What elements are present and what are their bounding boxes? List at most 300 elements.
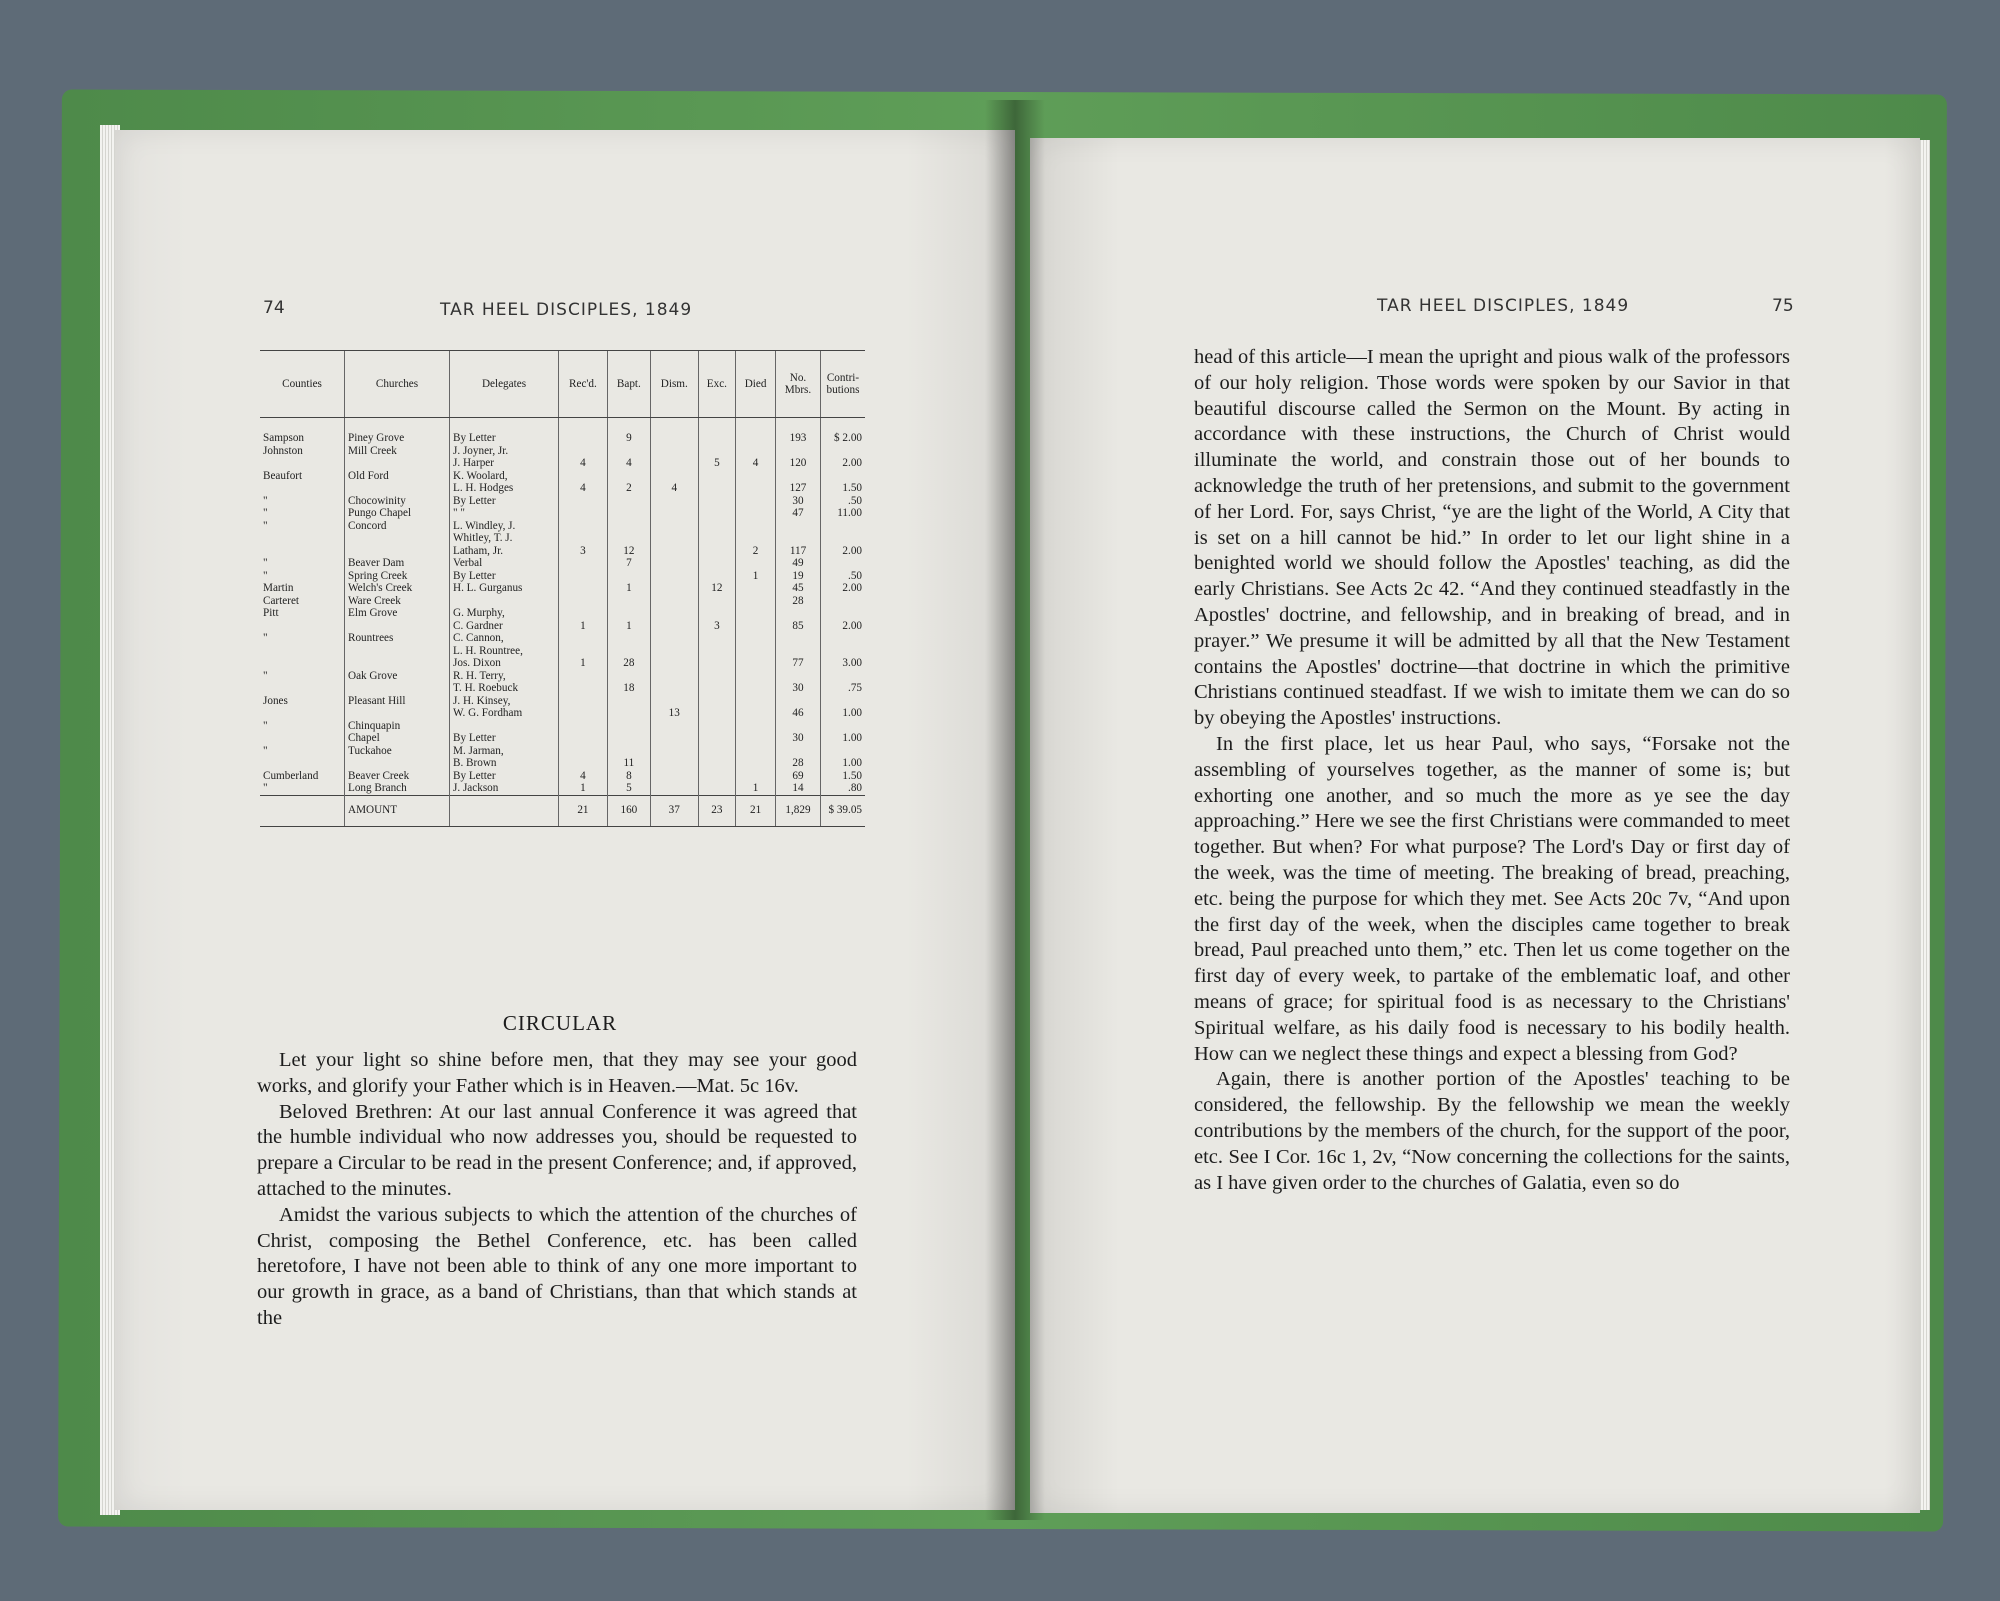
table-cell xyxy=(559,470,608,483)
table-cell xyxy=(698,545,736,558)
table-cell xyxy=(736,482,776,495)
table-cell: Beaver Dam xyxy=(345,557,450,570)
table-cell: 30 xyxy=(776,732,821,745)
table-cell xyxy=(821,532,866,545)
table-cell xyxy=(698,632,736,645)
table-cell xyxy=(698,695,736,708)
table-cell xyxy=(650,745,698,758)
table-cell xyxy=(776,445,821,458)
table-cell xyxy=(650,595,698,608)
table-cell: Martin xyxy=(263,582,294,594)
table-cell xyxy=(650,557,698,570)
table-cell xyxy=(650,582,698,595)
table-row xyxy=(260,532,865,545)
table-cell xyxy=(736,645,776,658)
table-cell: 12 xyxy=(607,545,650,558)
table-cell: 14 xyxy=(776,782,821,795)
table-cell: 3.00 xyxy=(821,657,866,670)
table-row xyxy=(260,445,865,458)
table-cell xyxy=(736,470,776,483)
table-cell xyxy=(650,607,698,620)
table-cell: 5 xyxy=(698,457,736,470)
right-running-head: TAR HEEL DISCIPLES, 1849 xyxy=(1377,296,1630,316)
table-cell xyxy=(736,770,776,783)
table-cell xyxy=(650,445,698,458)
right-page-number: 75 xyxy=(1772,296,1794,316)
table-cell xyxy=(821,632,866,645)
left-running-head: TAR HEEL DISCIPLES, 1849 xyxy=(440,300,693,320)
table-cell: 1.00 xyxy=(821,757,866,770)
table-cell xyxy=(698,418,736,445)
table-cell: J. Harper xyxy=(450,457,559,470)
table-cell: 2.00 xyxy=(821,457,866,470)
table-cell: 4 xyxy=(559,770,608,783)
table-cell: L. H. Rountree, xyxy=(450,645,559,658)
table-row xyxy=(260,770,865,783)
table-cell: Pungo Chapel xyxy=(345,507,450,520)
table-cell: Chapel xyxy=(345,732,450,745)
paragraph: Again, there is another portion of the Apostles' teaching to be considered, the fellowship. By the fellowship we mean the weekly contributions by the members of the church, for the support of the poor, etc. See I Cor. 16c 1, 2v, “Now concerning the collections for the saints, as I have given order to the churches of Galatia, even so do xyxy=(1194,1068,1790,1194)
table-cell xyxy=(559,507,608,520)
table-cell xyxy=(650,770,698,783)
table-cell: .80 xyxy=(821,782,866,795)
table-cell xyxy=(607,445,650,458)
table-cell: Pitt xyxy=(263,607,279,619)
table-cell xyxy=(776,645,821,658)
table-cell xyxy=(698,507,736,520)
table-cell: 30 xyxy=(776,495,821,508)
table-cell xyxy=(607,520,650,533)
table-cell xyxy=(607,707,650,720)
table-cell xyxy=(698,557,736,570)
table-cell: 28 xyxy=(776,757,821,770)
table-cell xyxy=(736,595,776,608)
left-page-number: 74 xyxy=(263,298,285,318)
table-cell xyxy=(559,720,608,733)
column-header: Dism. xyxy=(650,351,698,418)
table-cell: Elm Grove xyxy=(345,607,450,620)
table-cell: C. Gardner xyxy=(450,620,559,633)
table-row xyxy=(260,632,865,645)
table-cell: By Letter xyxy=(450,770,559,783)
table-cell xyxy=(698,757,736,770)
table-cell xyxy=(450,595,559,608)
table-cell: 23 xyxy=(698,795,736,826)
table-cell xyxy=(607,595,650,608)
table-cell xyxy=(607,532,650,545)
table-cell xyxy=(650,782,698,795)
table-cell: L. Windley, J. xyxy=(450,520,559,533)
table-row xyxy=(260,682,865,695)
table-row xyxy=(260,607,865,620)
table-cell: Spring Creek xyxy=(345,570,450,583)
table-cell xyxy=(776,745,821,758)
table-cell xyxy=(698,482,736,495)
table-cell: $ 2.00 xyxy=(821,418,866,445)
table-cell xyxy=(821,745,866,758)
table-cell: 1 xyxy=(607,582,650,595)
table-cell: Carteret xyxy=(263,594,300,607)
table-cell xyxy=(821,470,866,483)
table-cell: " xyxy=(263,782,268,794)
table-cell xyxy=(736,745,776,758)
table-cell: J. Joyner, Jr. xyxy=(450,445,559,458)
table-cell xyxy=(345,532,450,545)
table-cell xyxy=(345,757,450,770)
table-cell: B. Brown xyxy=(450,757,559,770)
table-cell: AMOUNT xyxy=(345,795,450,826)
table-cell: 4 xyxy=(559,482,608,495)
table-cell: 2.00 xyxy=(821,620,866,633)
table-cell: By Letter xyxy=(450,495,559,508)
table-cell: L. H. Hodges xyxy=(450,482,559,495)
table-row xyxy=(260,482,865,495)
table-cell xyxy=(607,470,650,483)
table-cell xyxy=(821,557,866,570)
table-cell xyxy=(650,757,698,770)
table-cell xyxy=(821,720,866,733)
paragraph: head of this article—I mean the upright and pious walk of the professors of our holy religion. Those words were spoken by our Savior in that beautiful discourse called the Sermon on the Mount. By acting in accordance with these instructions, the Church of Christ would illuminate the world, and constrain those out of her bounds to acknowledge the truth of her pretensions, and submit to the government of her Lord. For, says Christ, “ye are the light of the World, A City that is set on a hill cannot be hid.” In order to let our light shine in a benighted world we should follow the Apostles' teaching, as did the early Christians. See Acts 2c 42. “And they continued steadfastly in the Apostles' doctrine, and fellowship, and in breaking of bread, and in prayer.” We presume it will be admitted by all that the New Testament contains the Apostles' doctrine—that doctrine in which the primitive Christians continued steadfast. If we wish to imitate them we can do so by obeying the Apostles' instructions. xyxy=(1194,346,1790,730)
table-cell xyxy=(260,707,345,720)
table-row xyxy=(260,782,865,795)
table-cell xyxy=(736,520,776,533)
column-header: Exc. xyxy=(698,351,736,418)
table-cell: Mill Creek xyxy=(345,445,450,458)
table-cell: " xyxy=(263,719,268,732)
table-cell xyxy=(650,720,698,733)
table-cell: 5 xyxy=(607,782,650,795)
table-cell: 1.00 xyxy=(821,707,866,720)
table-cell xyxy=(345,545,450,558)
table-cell: .75 xyxy=(821,682,866,695)
table-cell xyxy=(559,745,608,758)
table-cell xyxy=(607,745,650,758)
paragraph: Amidst the various subjects to which the attention of the churches of Christ, composing the Bethel Conference, etc. has been called heretofore, I have not been able to think of any one more important to our growth in grace, as a band of Christians, than that which stands at the xyxy=(257,1203,857,1329)
table-cell: Johnston xyxy=(263,444,303,457)
table-cell: 77 xyxy=(776,657,821,670)
table-cell: Whitley, T. J. xyxy=(450,532,559,545)
table-cell: 1 xyxy=(736,570,776,583)
table-row xyxy=(260,670,865,683)
table-cell xyxy=(698,745,736,758)
table-cell xyxy=(736,732,776,745)
table-cell xyxy=(736,445,776,458)
table-cell xyxy=(736,657,776,670)
table-cell: $ 39.05 xyxy=(821,795,866,826)
table-cell xyxy=(650,632,698,645)
table-cell: 1.50 xyxy=(821,770,866,783)
table-cell xyxy=(736,682,776,695)
paragraph: Beloved Brethren: At our last annual Conference it was agreed that the humble individual who now addresses you, should be requested to prepare a Circular to be read in the present Conference; and, if approved, attached to the minutes. xyxy=(257,1100,857,1200)
table-row xyxy=(260,582,865,595)
table-cell xyxy=(650,620,698,633)
table-row xyxy=(260,557,865,570)
table-cell: Tuckahoe xyxy=(345,745,450,758)
left-page-text xyxy=(257,1048,857,1332)
table-cell xyxy=(345,457,450,470)
column-header: Churches xyxy=(345,351,450,418)
table-cell xyxy=(607,507,650,520)
table-cell xyxy=(559,445,608,458)
table-cell xyxy=(736,507,776,520)
table-row xyxy=(260,520,865,533)
table-cell: " " xyxy=(450,507,559,520)
table-row xyxy=(260,470,865,483)
table-cell xyxy=(260,532,345,545)
table-cell: Old Ford xyxy=(345,470,450,483)
table-cell xyxy=(650,657,698,670)
table-row xyxy=(260,507,865,520)
table-cell: Chinquapin xyxy=(345,720,450,733)
table-cell: Rountrees xyxy=(345,632,450,645)
table-cell xyxy=(736,670,776,683)
table-cell xyxy=(776,532,821,545)
table-cell: " xyxy=(263,569,268,582)
table-cell: " xyxy=(263,557,268,569)
table-cell xyxy=(821,670,866,683)
table-cell xyxy=(736,720,776,733)
table-cell: 160 xyxy=(607,795,650,826)
table-cell: " xyxy=(263,669,268,682)
table-cell xyxy=(450,720,559,733)
table-cell xyxy=(776,470,821,483)
table-cell: 4 xyxy=(559,457,608,470)
table-row xyxy=(260,495,865,508)
table-cell: Welch's Creek xyxy=(345,582,450,595)
column-header: Died xyxy=(736,351,776,418)
table-cell xyxy=(260,757,345,770)
table-cell: 1 xyxy=(559,657,608,670)
table-cell xyxy=(345,682,450,695)
table-cell: 127 xyxy=(776,482,821,495)
table-cell xyxy=(821,595,866,608)
table-cell xyxy=(736,582,776,595)
table-cell xyxy=(776,607,821,620)
table-cell: 19 xyxy=(776,570,821,583)
table-cell: 120 xyxy=(776,457,821,470)
table-cell xyxy=(776,720,821,733)
table-cell xyxy=(650,545,698,558)
table-row xyxy=(260,745,865,758)
table-cell xyxy=(650,457,698,470)
table-cell xyxy=(559,532,608,545)
table-cell xyxy=(698,532,736,545)
table-cell xyxy=(736,532,776,545)
table-cell: 28 xyxy=(776,595,821,608)
table-cell xyxy=(821,445,866,458)
table-cell xyxy=(698,520,736,533)
table-cell: By Letter xyxy=(450,732,559,745)
table-cell: 2.00 xyxy=(821,545,866,558)
table-row xyxy=(260,595,865,608)
table-cell xyxy=(698,782,736,795)
table-cell xyxy=(559,418,608,445)
table-cell: 85 xyxy=(776,620,821,633)
table-cell xyxy=(260,682,345,695)
total-row xyxy=(260,795,865,826)
table-cell: " xyxy=(263,632,268,644)
table-cell xyxy=(736,620,776,633)
table-cell: 13 xyxy=(650,707,698,720)
column-header: Rec'd. xyxy=(559,351,608,418)
table-cell: 46 xyxy=(776,707,821,720)
table-cell: 1.50 xyxy=(821,482,866,495)
table-cell xyxy=(559,632,608,645)
table-cell xyxy=(821,645,866,658)
table-cell: 117 xyxy=(776,545,821,558)
table-cell: R. H. Terry, xyxy=(450,670,559,683)
table-cell xyxy=(559,707,608,720)
table-row xyxy=(260,570,865,583)
table-row xyxy=(260,732,865,745)
table-cell: 28 xyxy=(607,657,650,670)
table-cell xyxy=(607,570,650,583)
table-cell: 11.00 xyxy=(821,507,866,520)
table-cell: " xyxy=(263,494,268,507)
table-row xyxy=(260,695,865,708)
table-cell xyxy=(345,620,450,633)
table-cell xyxy=(776,632,821,645)
table-cell xyxy=(736,695,776,708)
table-cell: 49 xyxy=(776,557,821,570)
table-cell xyxy=(260,795,345,826)
table-cell xyxy=(559,732,608,745)
table-cell: W. G. Fordham xyxy=(450,707,559,720)
table-row xyxy=(260,707,865,720)
table-cell: 1 xyxy=(736,782,776,795)
table-cell: H. L. Gurganus xyxy=(450,582,559,595)
table-cell xyxy=(345,657,450,670)
table-cell xyxy=(559,557,608,570)
table-cell xyxy=(736,418,776,445)
table-cell xyxy=(260,545,345,558)
table-cell: J. Jackson xyxy=(450,782,559,795)
paragraph: In the first place, let us hear Paul, who says, “Forsake not the assembling of yourselves together, as the manner of some is; but exhorting one another, and so much the more as ye see the day approaching.” Here we see the first Christians were commanded to meet together. But when? For what purpose? The Lord's Day or first day of the week, was the time of meeting. The breaking of bread, preaching, etc. being the purpose for which they met. See Acts 20c 7v, “And upon the first day of the week, when the disciples came together to break bread, Paul preached unto them,” etc. Then let us come together on the first day of every week, to partake of the emblematic loaf, and other means of grace; for spiritual food is as necessary to the Christians' Spiritual welfare, as his daily food is necessary to his bodily health. How can we neglect these things and expect a blessing from God? xyxy=(1194,732,1790,1065)
table-cell: By Letter xyxy=(450,418,559,445)
table-cell: Concord xyxy=(345,520,450,533)
table-cell xyxy=(607,695,650,708)
table-cell: 3 xyxy=(698,620,736,633)
table-cell: C. Cannon, xyxy=(450,632,559,645)
table-row xyxy=(260,418,865,445)
table-cell: Chocowinity xyxy=(345,495,450,508)
table-header-row xyxy=(260,351,865,418)
table-cell: G. Murphy, xyxy=(450,607,559,620)
table-cell xyxy=(698,670,736,683)
table-cell: Beaufort xyxy=(263,469,303,482)
table-cell xyxy=(650,570,698,583)
table-cell xyxy=(736,757,776,770)
table-cell: T. H. Roebuck xyxy=(450,682,559,695)
table-cell xyxy=(650,532,698,545)
table-cell: Piney Grove xyxy=(345,418,450,445)
table-cell: 9 xyxy=(607,418,650,445)
table-cell: Oak Grove xyxy=(345,670,450,683)
table-cell xyxy=(559,645,608,658)
table-cell xyxy=(607,645,650,658)
table-cell: 2 xyxy=(607,482,650,495)
table-cell: 2 xyxy=(736,545,776,558)
table-cell: 1 xyxy=(559,620,608,633)
column-header: Delegates xyxy=(450,351,559,418)
table-cell xyxy=(260,732,345,745)
table-cell xyxy=(736,632,776,645)
column-header: Counties xyxy=(260,351,345,418)
table-cell: Sampson xyxy=(263,432,305,444)
table-cell xyxy=(698,732,736,745)
table-cell xyxy=(559,607,608,620)
table-cell: 21 xyxy=(559,795,608,826)
church-statistics-table xyxy=(260,350,865,827)
table-cell xyxy=(559,595,608,608)
table-cell xyxy=(559,495,608,508)
table-cell: " xyxy=(263,744,268,757)
table-cell xyxy=(607,607,650,620)
table-cell xyxy=(776,670,821,683)
table-cell: 1,829 xyxy=(776,795,821,826)
table-cell: J. H. Kinsey, xyxy=(450,695,559,708)
table-cell xyxy=(260,657,345,670)
table-cell xyxy=(650,682,698,695)
table-cell xyxy=(736,607,776,620)
table-cell xyxy=(736,557,776,570)
circular-title: CIRCULAR xyxy=(502,1011,618,1035)
table-cell xyxy=(559,520,608,533)
table-cell: .50 xyxy=(821,570,866,583)
table-cell xyxy=(698,657,736,670)
table-cell xyxy=(650,520,698,533)
table-cell: 7 xyxy=(607,557,650,570)
table-cell xyxy=(345,482,450,495)
table-cell: By Letter xyxy=(450,570,559,583)
table-cell: 45 xyxy=(776,582,821,595)
table-cell: 4 xyxy=(736,457,776,470)
table-cell xyxy=(559,570,608,583)
table-cell xyxy=(260,645,345,658)
table-cell: 11 xyxy=(607,757,650,770)
table-cell: 2.00 xyxy=(821,582,866,595)
table-cell: K. Woolard, xyxy=(450,470,559,483)
table-row xyxy=(260,620,865,633)
table-cell: Jos. Dixon xyxy=(450,657,559,670)
table-cell xyxy=(607,670,650,683)
table-cell: Jones xyxy=(263,694,288,707)
table-row xyxy=(260,545,865,558)
table-cell xyxy=(698,445,736,458)
table-cell xyxy=(776,520,821,533)
table-cell: 4 xyxy=(650,482,698,495)
table-row xyxy=(260,645,865,658)
table-cell xyxy=(736,495,776,508)
table-cell xyxy=(650,695,698,708)
table-cell xyxy=(698,770,736,783)
table-cell xyxy=(650,418,698,445)
table-cell xyxy=(698,645,736,658)
table-cell: 12 xyxy=(698,582,736,595)
table-cell: Pleasant Hill xyxy=(345,695,450,708)
table-cell: 3 xyxy=(559,545,608,558)
table-cell: 8 xyxy=(607,770,650,783)
table-cell xyxy=(650,495,698,508)
table-cell: Long Branch xyxy=(345,782,450,795)
table-row xyxy=(260,457,865,470)
table-cell xyxy=(559,682,608,695)
table-cell: .50 xyxy=(821,495,866,508)
table-cell: " xyxy=(263,519,268,532)
table-cell xyxy=(450,795,559,826)
table-cell xyxy=(345,645,450,658)
table-cell: 18 xyxy=(607,682,650,695)
